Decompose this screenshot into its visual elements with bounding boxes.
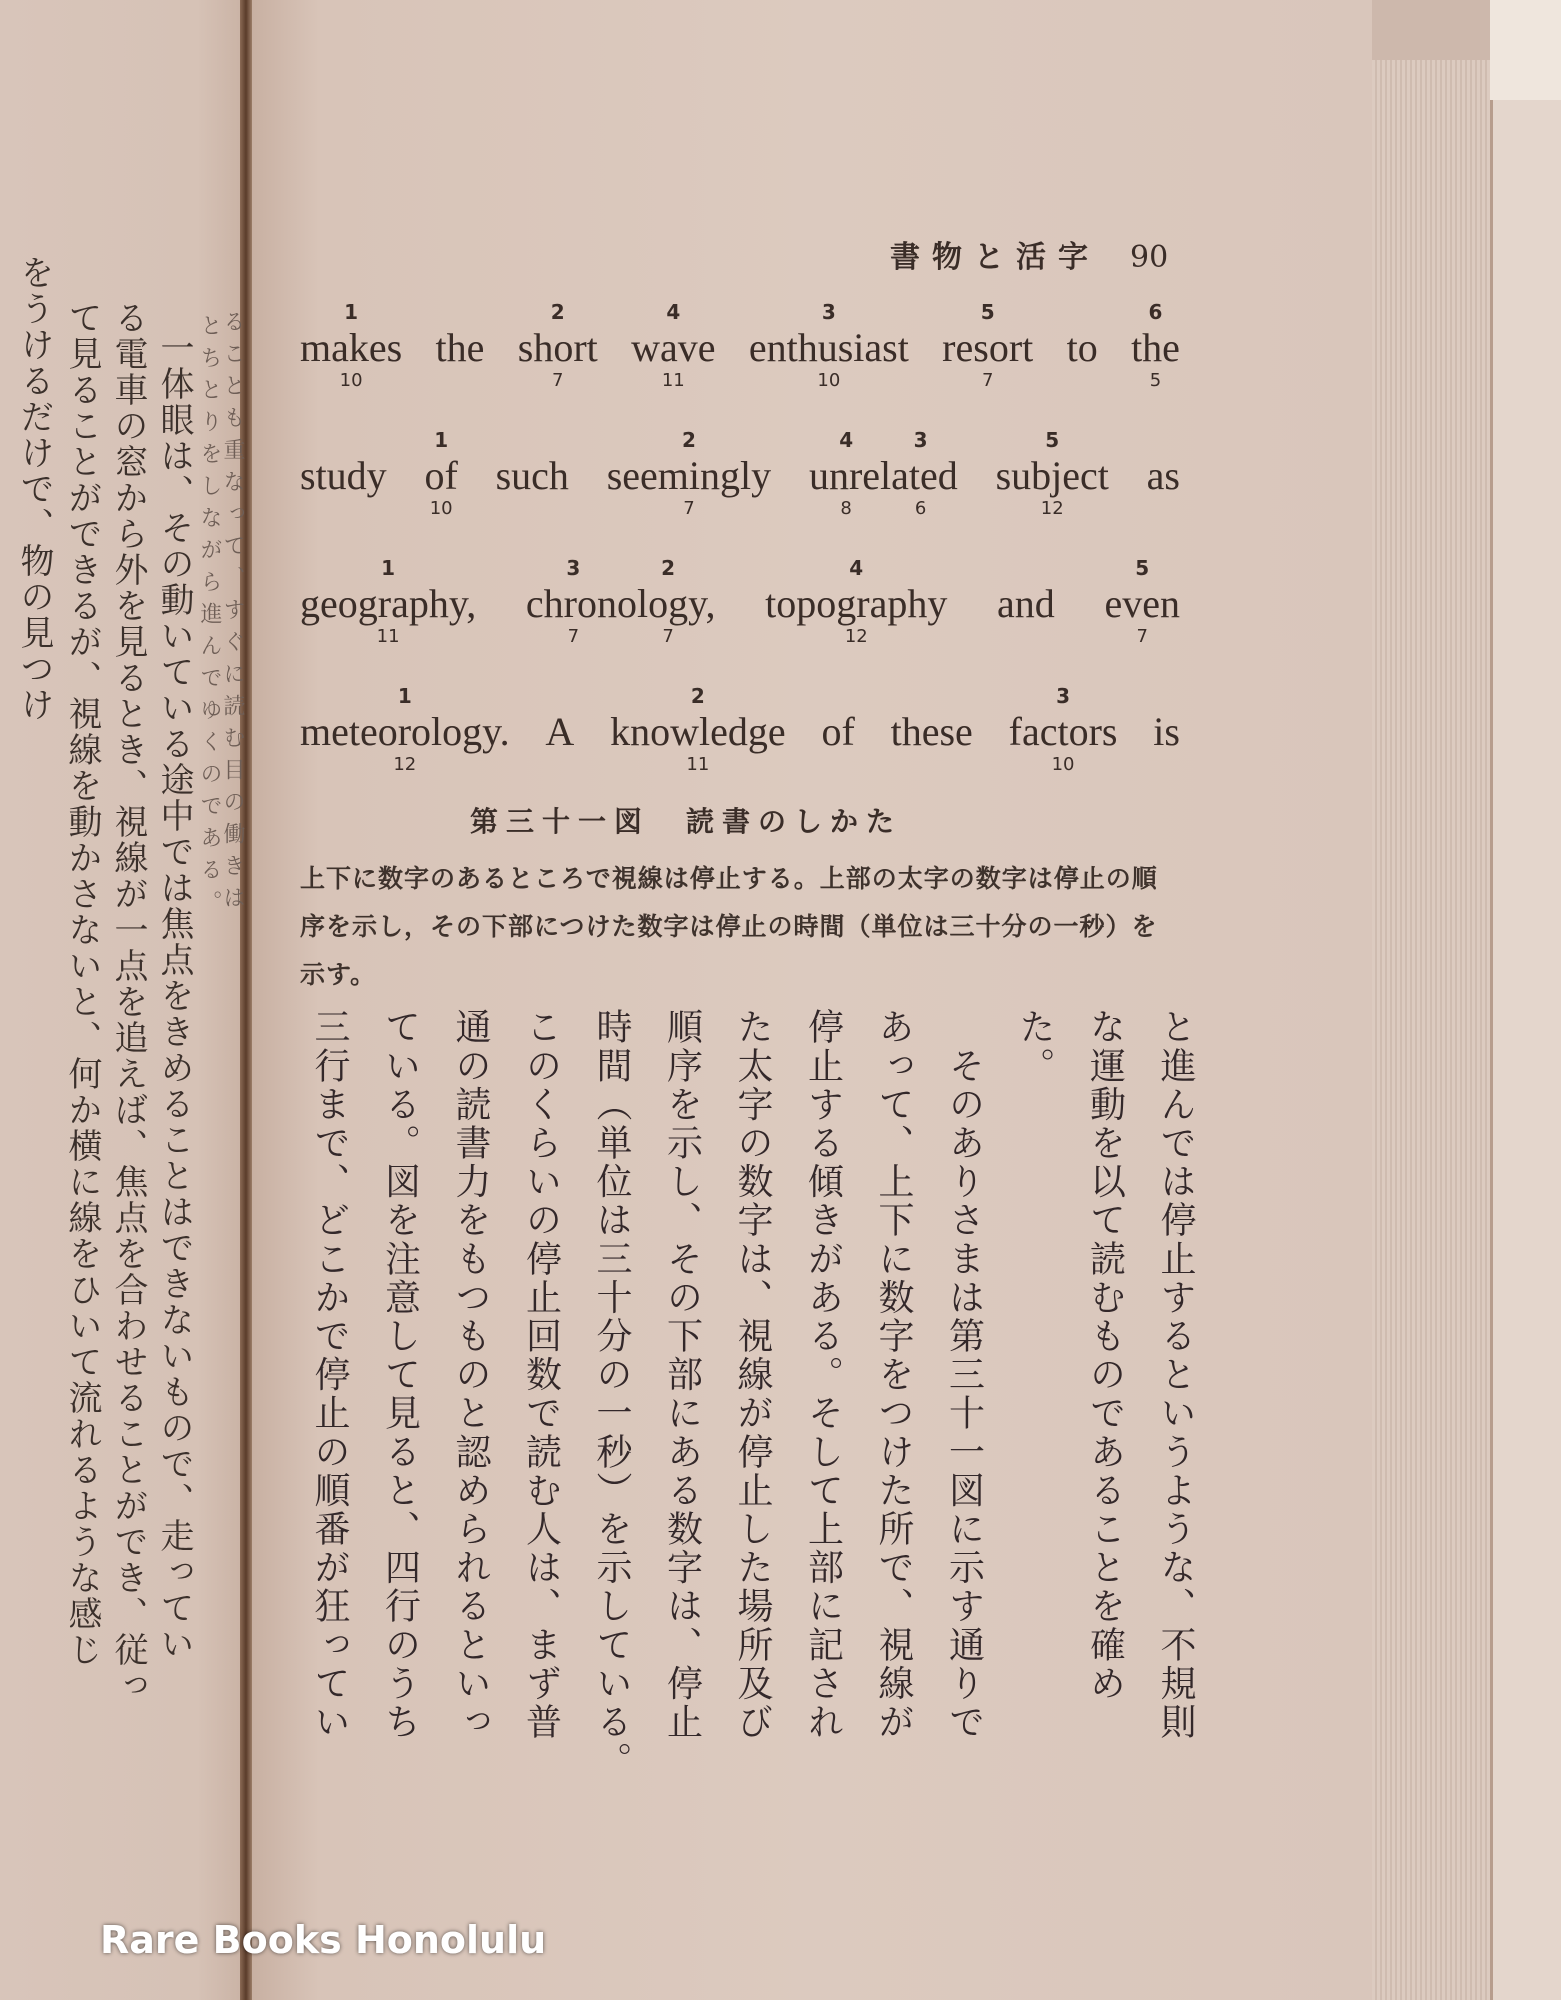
figure-word (996, 428, 1109, 524)
fixation-order-marks (765, 556, 947, 582)
fixation-order: 3 (913, 428, 928, 452)
figure-word (1153, 684, 1180, 780)
fixation-order-marks (631, 300, 715, 326)
word-text: meteorology. (300, 709, 510, 754)
fixation-duration-marks (765, 626, 947, 652)
figure-word (607, 428, 771, 524)
figure-title: 第三十一図 読書のしかた (470, 805, 903, 838)
word-text: is (1153, 709, 1180, 754)
fixation-duration: 7 (683, 498, 695, 519)
fixation-order-marks (300, 300, 402, 326)
word-text: and (997, 581, 1055, 626)
figure-caption: 上下に数字のあるところで視線は停止する。上部の太字の数字は停止の順序を示し，その下部につけた数字は停止の時間（単位は三十分の一秒）を示す。 (300, 864, 1158, 989)
word-text: the (1131, 325, 1180, 370)
word-text: even (1104, 581, 1180, 626)
fixation-duration-marks (942, 370, 1033, 396)
word-text: subject (995, 453, 1109, 498)
body-column: と進んでは停止するというような、不規則 (1155, 1008, 1196, 1742)
fixation-order: 6 (1148, 300, 1163, 324)
fixation-duration-marks (607, 498, 771, 524)
fixation-duration: 7 (1136, 626, 1148, 647)
fixation-duration: 10 (817, 370, 841, 391)
body-column: 三行まで、どこかで停止の順番が狂ってい (309, 1008, 350, 1742)
body-column: 通の読書力をもつものと認められるといっ (450, 1008, 491, 1742)
fixation-duration-marks (821, 754, 854, 780)
figure-line (300, 556, 1180, 652)
body-column: あって、上下に数字をつけた所で、視線が (873, 1008, 914, 1742)
fixation-duration: 6 (914, 498, 927, 519)
fixation-duration-marks (496, 498, 569, 524)
book-gutter (240, 0, 252, 2000)
fixation-duration-marks (1104, 626, 1180, 652)
fixation-order: 2 (661, 556, 676, 580)
fixation-duration-marks (1131, 370, 1180, 396)
fixation-duration-marks (997, 626, 1055, 652)
fixation-order-marks (424, 428, 457, 454)
fixation-order: 5 (1045, 428, 1060, 452)
word-text: enthusiast (748, 325, 909, 370)
fixation-order-marks (1009, 684, 1118, 710)
fixation-duration-marks (300, 626, 476, 652)
fixation-duration: 11 (686, 754, 710, 775)
fixation-duration-marks (545, 754, 574, 780)
fixation-order-marks (496, 428, 569, 454)
fixation-duration-marks (1067, 370, 1098, 396)
figure-line (300, 300, 1180, 396)
cover-corner (1490, 0, 1561, 100)
fixation-order-marks (300, 428, 387, 454)
figure-word (631, 300, 715, 396)
fixation-order: 3 (821, 300, 836, 324)
page-number: 90 (1130, 240, 1169, 275)
word-text: to (1066, 325, 1098, 370)
body-column: このくらいの停止回数で読む人は、まず普 (520, 1008, 562, 1742)
figure-word (1131, 300, 1180, 396)
fixation-duration: 12 (393, 754, 417, 775)
fixation-duration-marks (1153, 754, 1180, 780)
fixation-order-marks (607, 428, 771, 454)
fixation-duration-marks (424, 498, 457, 524)
body-column: な運動を以て読むものであることを確め (1084, 1008, 1126, 1703)
figure-word (436, 300, 485, 396)
figure-word (891, 684, 973, 780)
word-text: A (545, 709, 575, 754)
fixation-order-marks (749, 300, 909, 326)
fixation-duration: 7 (567, 626, 580, 647)
word-text: wave (631, 325, 716, 370)
page-edges (1372, 60, 1490, 2000)
fixation-order: 1 (344, 300, 359, 324)
fixation-duration-marks (631, 370, 715, 396)
word-text: geography, (300, 581, 477, 626)
word-text: these (890, 709, 973, 754)
left-page-column: て見ることができるが、視線を動かさないと、何か横に線をひいて流れるような感じ (62, 300, 102, 1668)
fixation-order: 4 (666, 300, 681, 324)
fixation-order: 1 (434, 428, 449, 452)
fixation-order-marks (300, 684, 510, 710)
body-column: た太字の数字は、視線が停止した場所及び (732, 1008, 773, 1742)
fixation-duration-marks (749, 370, 909, 396)
fixation-duration-marks (996, 498, 1109, 524)
left-page-column: 一体眼は、その動いている途中では焦点をきめることはできないもので、走ってい (154, 330, 194, 1662)
fixation-order: 1 (381, 556, 396, 580)
fixation-duration: 11 (661, 370, 685, 391)
figure-word (1067, 300, 1098, 396)
fixation-order-marks (436, 300, 485, 326)
fixation-order: 1 (397, 684, 412, 708)
body-column: た。 (1014, 1008, 1055, 1086)
fixation-duration-marks (518, 370, 598, 396)
fixation-duration-marks (300, 370, 402, 396)
fixation-order-marks (821, 684, 854, 710)
fixation-order-marks (1067, 300, 1098, 326)
fixation-order-marks (300, 556, 476, 582)
fixation-order: 3 (1056, 684, 1071, 708)
fixation-duration: 12 (1040, 498, 1064, 519)
fixation-duration-marks (891, 754, 973, 780)
word-text: factors (1008, 709, 1118, 754)
fixation-order-marks (996, 428, 1109, 454)
fixation-order: 3 (566, 556, 581, 580)
fixation-duration: 10 (1051, 754, 1075, 775)
fixation-order-marks (518, 300, 598, 326)
fixation-order: 5 (1135, 556, 1150, 580)
figure-word (496, 428, 569, 524)
fixation-order-marks (891, 684, 973, 710)
fixation-duration: 8 (840, 498, 852, 519)
fixation-order: 4 (839, 428, 854, 452)
figure-word (1009, 684, 1118, 780)
fixation-duration-marks (300, 498, 387, 524)
fixation-duration: 10 (429, 498, 453, 519)
fixation-order: 2 (550, 300, 565, 324)
body-column: 時間（単位は三十分の一秒）を示している。 (591, 1008, 632, 1780)
word-text: of (821, 709, 855, 754)
fixation-order: 2 (690, 684, 705, 708)
fixation-order-marks (942, 300, 1033, 326)
fixation-duration-marks (809, 498, 958, 524)
figure-word (300, 684, 510, 780)
figure-word (821, 684, 854, 780)
word-text: knowledge (610, 709, 786, 754)
figure-line (300, 428, 1180, 524)
running-title: 書物と活字 (890, 240, 1100, 275)
figure-word (942, 300, 1033, 396)
fixation-order: 5 (980, 300, 995, 324)
running-header (890, 232, 1168, 276)
body-column: そのありさまは第三十一図に示す通りで (943, 1008, 985, 1742)
fixation-order-marks (1104, 556, 1180, 582)
fixation-order-marks (1147, 428, 1180, 454)
left-page-column: をうけるだけで、物の見つけ (14, 255, 54, 723)
fixation-order-marks (545, 684, 574, 710)
fixation-duration: 7 (981, 370, 994, 391)
fixation-duration-marks (1009, 754, 1118, 780)
fixation-order-marks (1153, 684, 1180, 710)
figure-word (749, 300, 909, 396)
fixation-order: 2 (681, 428, 696, 452)
fixation-duration: 11 (376, 626, 400, 647)
figure-word (610, 684, 786, 780)
word-text: chronology, (525, 581, 716, 626)
fixation-duration: 5 (1149, 370, 1162, 391)
fixation-order-marks (1131, 300, 1180, 326)
figure-word (424, 428, 457, 524)
body-column: 停止する傾きがある。そして上部に記され (802, 1008, 844, 1742)
left-page-small-column: ることも重なって、すぐに読む目の働きは (220, 310, 245, 918)
body-column: ている。図を注意して見ると、四行のうち (379, 1008, 421, 1742)
figure-word (518, 300, 598, 396)
fixation-duration: 7 (552, 370, 564, 391)
word-text: short (517, 325, 598, 370)
word-text: study (300, 453, 387, 498)
figure-word (545, 684, 574, 780)
fixation-duration: 7 (662, 626, 674, 647)
figure-word (526, 556, 716, 652)
fixation-order-marks (997, 556, 1055, 582)
figure-word (997, 556, 1055, 652)
word-text: the (435, 325, 485, 370)
fixation-order-marks (809, 428, 958, 454)
fixation-duration: 12 (844, 626, 868, 647)
figure-word (1147, 428, 1180, 524)
word-text: topography (765, 581, 948, 626)
word-text: such (495, 453, 569, 498)
fixation-duration-marks (436, 370, 485, 396)
body-column: 順序を示し、その下部にある数字は、停止 (661, 1008, 703, 1742)
left-page-small-column: とちとりをしながら進んでゆくのである。 (197, 314, 222, 922)
word-text: as (1146, 453, 1180, 498)
word-text: resort (942, 325, 1034, 370)
figure-word (809, 428, 958, 524)
figure-word (765, 556, 947, 652)
left-page-column: る電車の窓から外を見るとき、視線が一点を追えば、焦点を合わせることができ、従っ (108, 300, 148, 1704)
fixation-duration: 10 (339, 370, 363, 391)
fixation-order: 4 (849, 556, 864, 580)
fixation-duration-marks (300, 754, 510, 780)
fixation-duration-marks (1147, 498, 1180, 524)
fixation-order-marks (526, 556, 716, 582)
fixation-duration-marks (610, 754, 786, 780)
figure-line (300, 684, 1180, 780)
word-text: seemingly (606, 453, 772, 498)
figure-word (300, 556, 476, 652)
figure-word (1104, 556, 1180, 652)
figure-word (300, 428, 387, 524)
word-text: unrelated (808, 453, 958, 498)
fixation-duration-marks (526, 626, 716, 652)
figure-word (300, 300, 402, 396)
book-cover (1490, 100, 1561, 2000)
watermark: Rare Books Honolulu (100, 1918, 547, 1962)
word-text: makes (300, 325, 403, 370)
word-text: of (424, 453, 458, 498)
fixation-order-marks (610, 684, 786, 710)
